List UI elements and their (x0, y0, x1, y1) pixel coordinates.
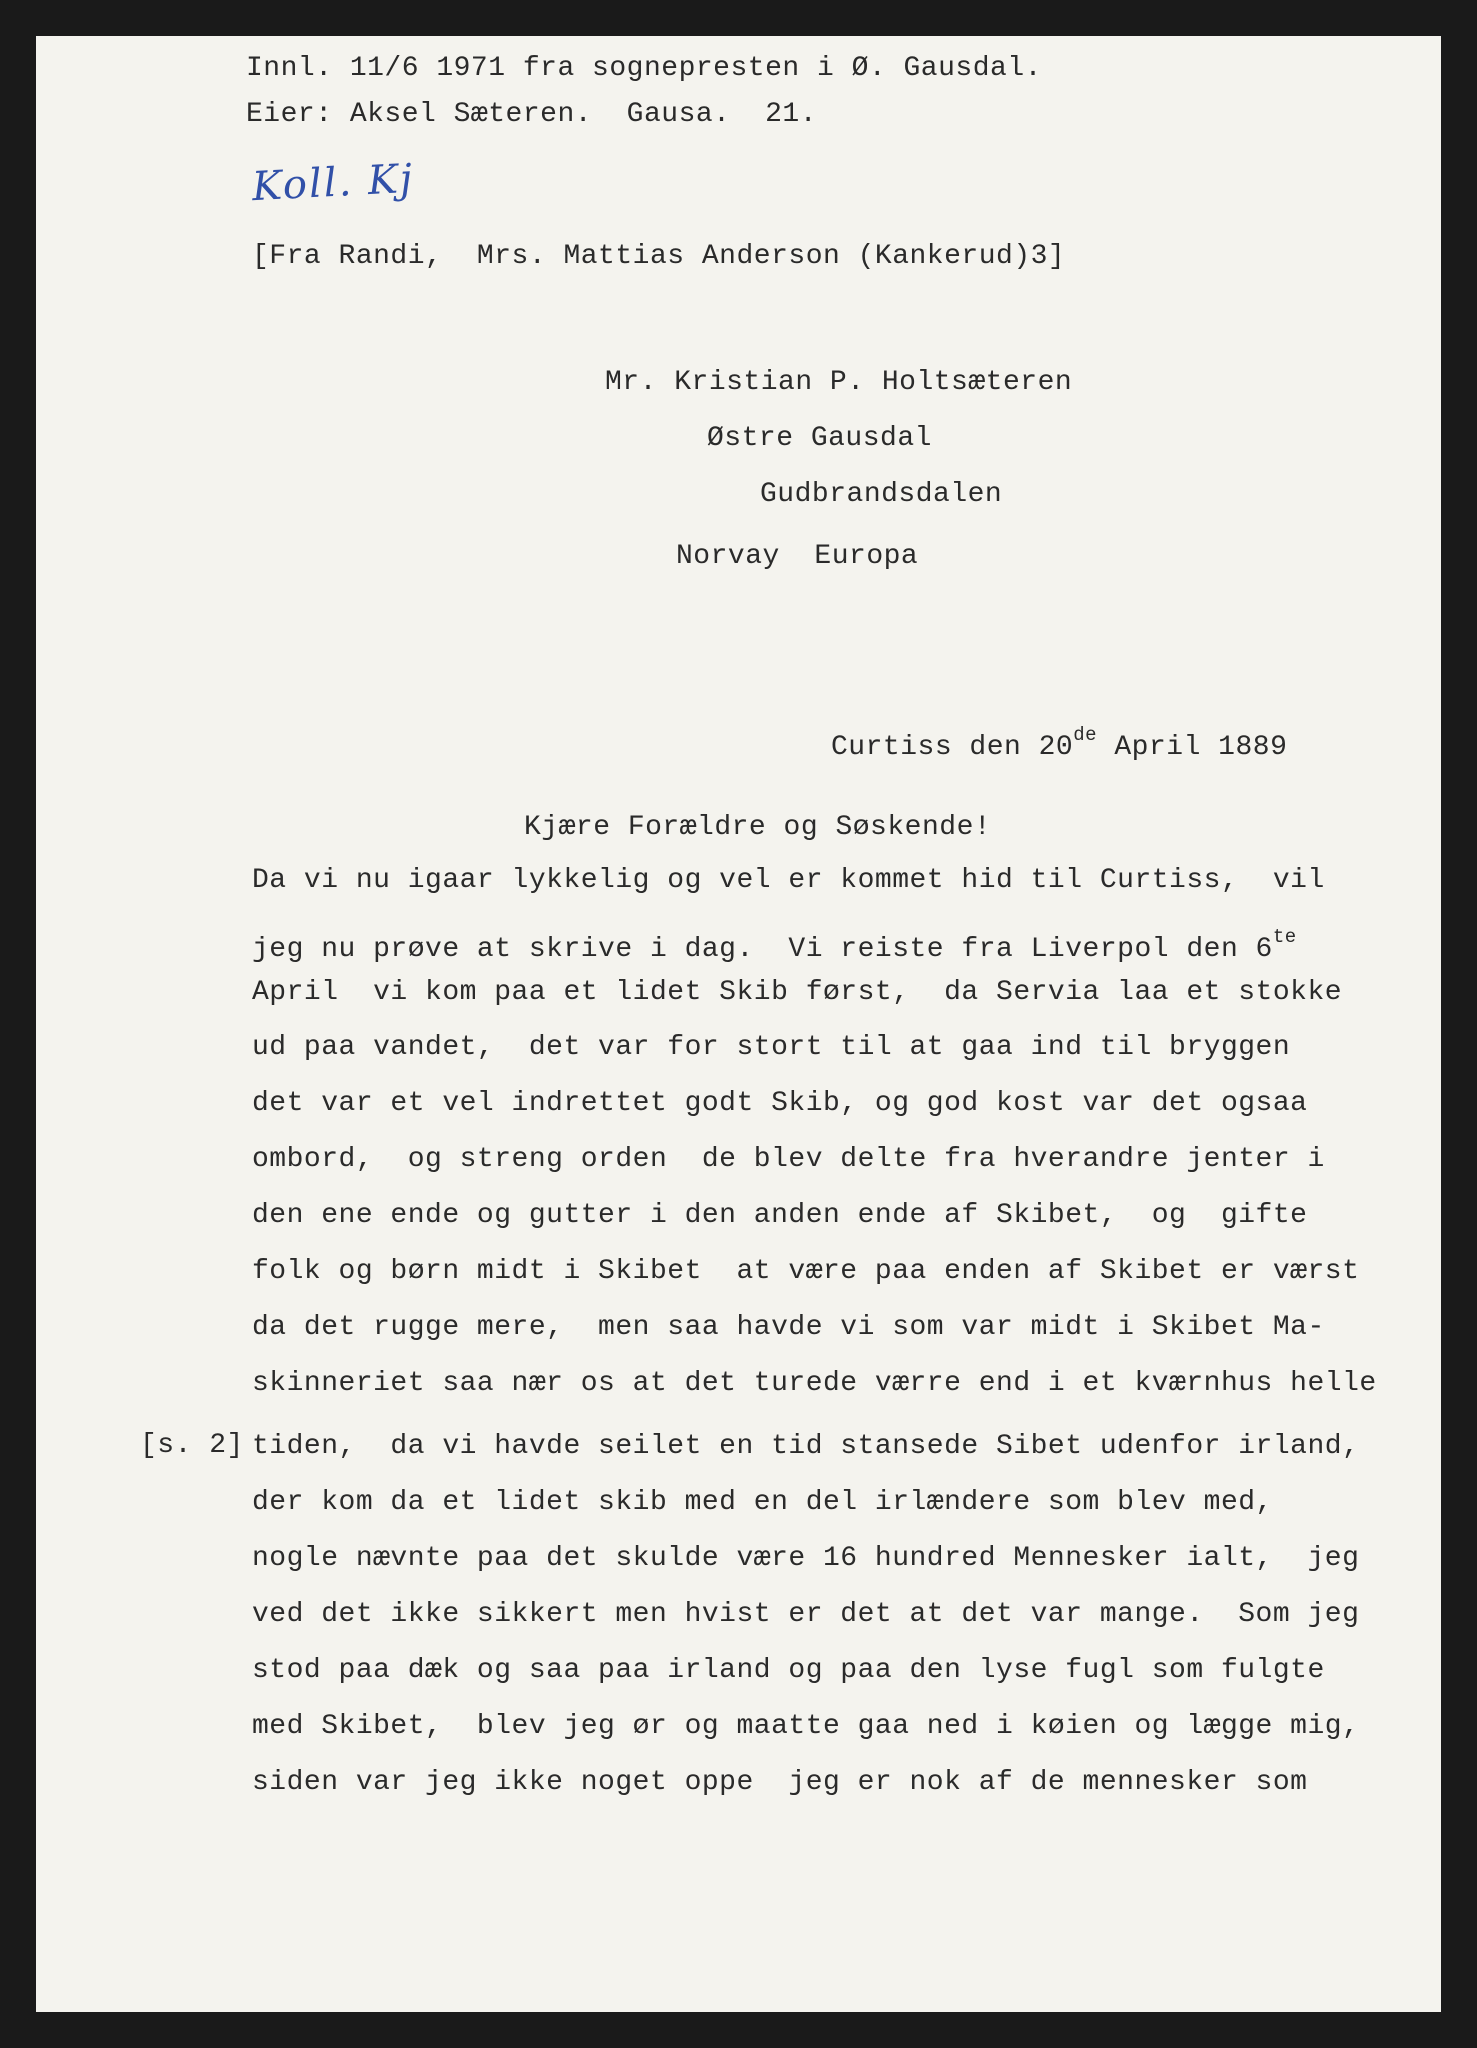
body-line: folk og børn midt i Skibet at være paa enden af Skibet er værst (252, 1256, 1360, 1287)
dateline-prefix: Curtiss den 20 (831, 732, 1074, 763)
body-line (252, 920, 1297, 967)
body-line: skinneriet saa nær os at det turede værre end i et kværnhus helle (252, 1368, 1377, 1399)
address-line-3: Gudbrandsdalen (760, 479, 1003, 510)
address-line-4: Norvay Europa (676, 541, 919, 572)
body-line: der kom da et lidet skib med en del irlændere som blev med, (252, 1487, 1273, 1518)
salutation: Kjære Forældre og Søskende! (524, 812, 992, 843)
dateline-superscript: de (1073, 724, 1098, 746)
body-line: det var et vel indrettet godt Skib, og god kost var det ogsaa (252, 1088, 1308, 1119)
body-line: nogle nævnte paa det skulde være 16 hundred Mennesker ialt, jeg (252, 1543, 1360, 1574)
body-line: siden var jeg ikke noget oppe jeg er nok af de mennesker som (252, 1767, 1308, 1798)
address-line-2: Østre Gausdal (707, 423, 932, 454)
body-line: April vi kom paa et lidet Skib først, da Servia laa et stokke (252, 977, 1343, 1008)
body-line: ved det ikke sikkert men hvist er det at det var mange. Som jeg (252, 1599, 1360, 1630)
body-line: med Skibet, blev jeg ør og maatte gaa ned i køien og lægge mig, (252, 1711, 1360, 1742)
dateline (831, 718, 1287, 765)
body-line-superscript: te (1272, 926, 1297, 948)
body-line: ombord, og streng orden de blev delte fra hverandre jenter i (252, 1144, 1325, 1175)
body-line: den ene ende og gutter i den anden ende af Skibet, og gifte (252, 1200, 1308, 1231)
handwritten-annotation: Koll. Kj (250, 155, 416, 211)
address-name: Mr. Kristian P. Holtsæteren (605, 367, 1073, 398)
body-line: da det rugge mere, men saa havde vi som var midt i Skibet Ma- (252, 1312, 1325, 1343)
archive-note-line-1: Innl. 11/6 1971 fra sognepresten i Ø. Gausdal. (246, 53, 1042, 84)
body-line: tiden, da vi havde seilet en tid stansede Sibet udenfor irland, (252, 1431, 1360, 1462)
archive-note-line-2: Eier: Aksel Sæteren. Gausa. 21. (246, 99, 817, 130)
body-line-text: jeg nu prøve at skrive i dag. Vi reiste fra Liverpol den 6 (252, 934, 1273, 965)
source-note: [Fra Randi, Mrs. Mattias Anderson (Kankerud)3] (252, 241, 1066, 272)
dateline-suffix: April 1889 (1097, 732, 1288, 763)
body-line: stod paa dæk og saa paa irland og paa den lyse fugl som fulgte (252, 1655, 1325, 1686)
body-line: Da vi nu igaar lykkelig og vel er kommet hid til Curtiss, vil (252, 865, 1325, 896)
body-line: ud paa vandet, det var for stort til at gaa ind til bryggen (252, 1032, 1291, 1063)
page-marker: [s. 2] (140, 1430, 244, 1461)
